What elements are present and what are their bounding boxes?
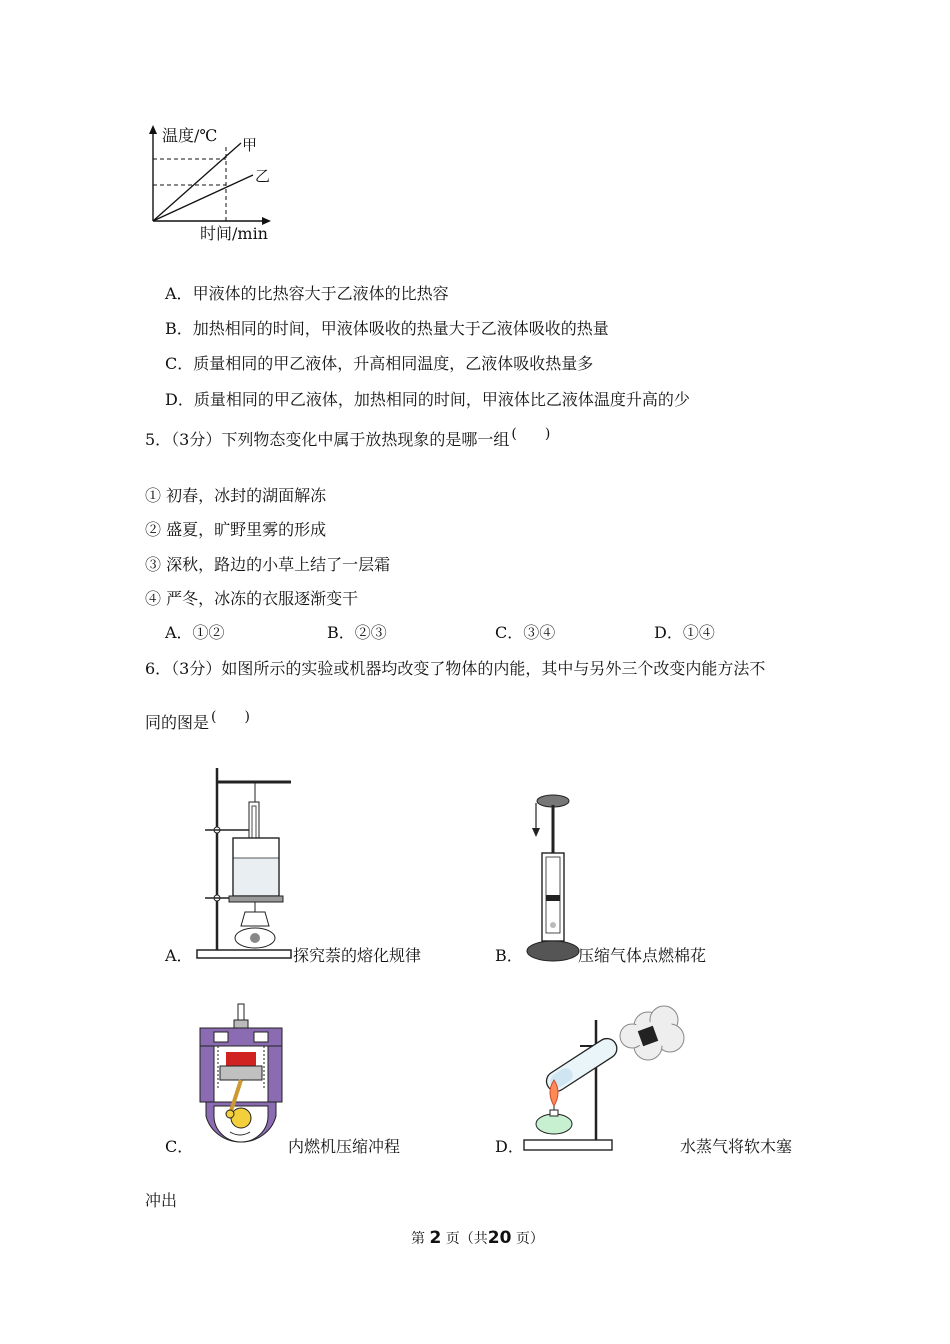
option-text: 加热相同的时间，甲液体吸收的热量大于乙液体吸收的热量 — [192, 319, 609, 338]
q6-stem-text: 同的图是 — [145, 713, 210, 732]
option-letter: B． — [165, 319, 193, 338]
q5-stem — [145, 426, 551, 451]
q6-stem-line1: 6．（3分）如图所示的实验或机器均改变了物体的内能，其中与另外三个改变内能方法不 — [145, 659, 766, 678]
q4-option-c[interactable] — [165, 354, 593, 374]
melting-apparatus-figure — [195, 766, 295, 962]
q4-option-d[interactable] — [165, 390, 690, 410]
q4-option-b[interactable] — [165, 319, 609, 339]
fire-syringe-figure — [522, 793, 582, 965]
option-letter: C． — [165, 1137, 194, 1156]
series-jia-line — [153, 143, 241, 221]
q5-choice-b[interactable]: B．②③ — [327, 623, 387, 642]
q5-item-2: ② 盛夏，旷野里雾的形成 — [145, 520, 327, 539]
option-caption: 内燃机压缩冲程 — [288, 1137, 401, 1156]
q5-choice-a[interactable]: A．①② — [165, 623, 225, 642]
q6-option-d-caption-wrap: 冲出 — [145, 1191, 178, 1210]
option-text: 质量相同的甲乙液体，升高相同温度，乙液体吸收热量多 — [193, 354, 594, 373]
graph-y-label: 温度/℃ — [162, 126, 218, 145]
series-yi-label: 乙 — [255, 167, 271, 185]
q5-stem-text: 5．（3分）下列物态变化中属于放热现象的是哪一组 — [145, 430, 510, 449]
footer-prefix: 第 — [411, 1231, 425, 1247]
q6-stem-line2 — [145, 709, 250, 734]
page-footer — [411, 1228, 544, 1248]
option-text: 质量相同的甲乙液体，加热相同的时间，甲液体比乙液体温度升高的少 — [193, 390, 690, 409]
option-text: 甲液体的比热容大于乙液体的比热容 — [192, 284, 449, 303]
option-caption: 压缩气体点燃棉花 — [578, 946, 707, 965]
steam-cork-figure — [520, 1006, 690, 1156]
q5-choice-c[interactable]: C．③④ — [495, 623, 556, 642]
q4-option-a[interactable] — [165, 284, 449, 304]
option-letter: A． — [165, 284, 193, 303]
series-yi-line — [153, 175, 253, 221]
engine-compression-figure — [196, 1002, 286, 1152]
q5-choice-d[interactable]: D．①④ — [654, 623, 715, 642]
q5-item-3: ③ 深秋，路边的小草上结了一层霜 — [145, 555, 391, 574]
graph-x-label: 时间/min — [200, 224, 268, 243]
y-axis-arrow — [149, 125, 157, 134]
series-jia-label: 甲 — [242, 136, 258, 154]
option-caption: 探究萘的熔化规律 — [293, 946, 422, 965]
option-letter: A． — [165, 946, 193, 965]
option-letter: D． — [495, 1137, 524, 1156]
footer-total-pages: 20 — [487, 1228, 512, 1248]
option-letter: D． — [165, 390, 194, 409]
q6-answer-paren: ( ) — [211, 709, 250, 725]
q5-item-1: ① 初春，冰封的湖面解冻 — [145, 486, 327, 505]
footer-middle: 页（共 — [445, 1231, 488, 1247]
q5-item-4: ④ 严冬，冰冻的衣服逐渐变干 — [145, 589, 359, 608]
option-caption: 水蒸气将软木塞 — [680, 1137, 793, 1156]
footer-page-number: 2 — [429, 1228, 442, 1248]
option-letter: B． — [495, 946, 523, 965]
option-letter: C． — [165, 354, 194, 373]
q5-answer-paren: ( ) — [511, 426, 551, 442]
footer-suffix: 页） — [515, 1231, 544, 1247]
